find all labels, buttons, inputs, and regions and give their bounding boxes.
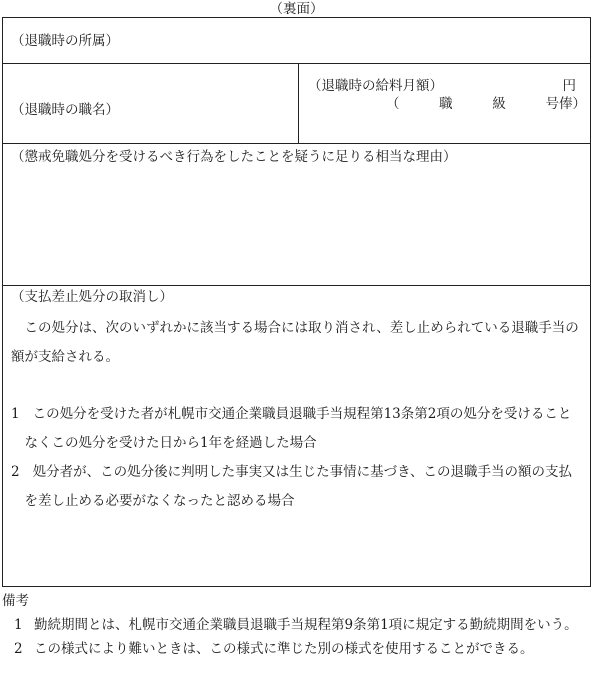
grade-gouhou-label: 号俸）: [545, 96, 586, 112]
grade-kyu-label: 級: [492, 96, 506, 112]
note-item: [2, 613, 589, 637]
page-title: （裏面）: [269, 1, 324, 17]
note-text: 勤続期間とは、札幌市交通企業職員退職手当規程第9条第1項に規定する勤続期間をいう。: [34, 617, 578, 633]
note-number: 1: [14, 617, 23, 633]
note-item: [2, 637, 589, 661]
cancellation-label: （支払差止処分の取消し）: [11, 289, 173, 305]
note-number: 2: [14, 641, 23, 657]
cancellation-body: [11, 314, 584, 516]
affiliation-label: （退職時の所属）: [11, 33, 119, 49]
item-text: 処分者が、この処分後に判明した事実又は生じた事情に基づき、この退職手当の額の支払を差し止める必要がなくなったと認める場合: [24, 464, 573, 509]
reason-row: [3, 144, 590, 286]
grade-open-paren: （: [386, 96, 400, 112]
form-table: [2, 17, 591, 587]
note-text: この様式により難いときは、この様式に準じた別の様式を使用することができる。: [34, 641, 534, 657]
item-text: この処分を受けた者が札幌市交通企業職員退職手当規程第13条第2項の処分を受けることなくこの処分を受けた日から1年を経過した場合: [24, 406, 572, 451]
item-number: 1: [11, 406, 20, 422]
yen-unit-label: 円: [562, 78, 576, 94]
column-divider: [298, 64, 299, 143]
cancellation-lead: この処分は、次のいずれかに該当する場合には取り消され、差し止められている退職手当の額が支給される。: [11, 320, 579, 365]
notes-section: [2, 589, 589, 661]
position-label: （退職時の職名）: [11, 102, 119, 118]
cancellation-row: [3, 286, 590, 586]
affiliation-row: [3, 18, 590, 64]
salary-grade-line: [386, 95, 586, 113]
salary-label: （退職時の給料月額）: [308, 78, 443, 94]
notes-title: 備考: [2, 593, 29, 609]
reason-label: （懲戒免職処分を受けるべき行為をしたことを疑うに足りる相当な理由）: [11, 149, 457, 165]
grade-shoku-label: 職: [439, 96, 453, 112]
cancellation-item: [11, 458, 584, 516]
item-number: 2: [11, 464, 20, 480]
position-salary-row: [3, 64, 590, 144]
cancellation-item: [11, 400, 584, 458]
